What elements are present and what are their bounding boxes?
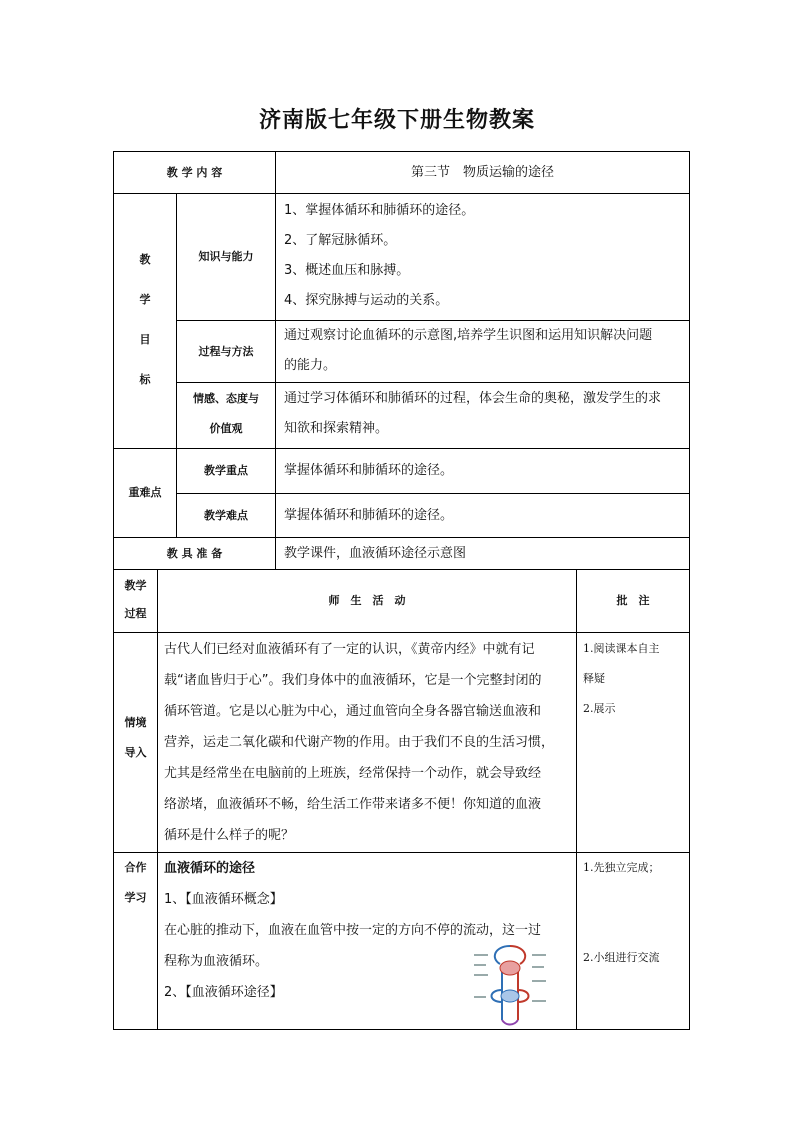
coop-subheading: 1、【血液循环概念】 [164, 892, 283, 907]
coop-heading: 血液循环的途径 [164, 861, 256, 876]
intro-label: 情境 导入 [124, 716, 147, 759]
tools-label: 教 具 准 备 [166, 546, 223, 560]
circulation-diagram-image [470, 940, 550, 1028]
coop-notes: 1.先独立完成； 2.小组进行交流 [583, 861, 660, 964]
list-item: 2、了解冠脉循环。 [284, 233, 397, 248]
activity-header: 师 生 活 动 [328, 594, 406, 607]
difficulty-value: 掌握体循环和肺循环的途径。 [284, 508, 454, 523]
tools-value: 教学课件，血液循环途径示意图 [284, 546, 467, 561]
knowledge-label: 知识与能力 [198, 250, 254, 263]
key-label: 重难点 [128, 486, 162, 499]
content-value: 第三节 物质运输的途径 [410, 164, 554, 180]
process-column-label: 教学 过程 [124, 579, 147, 620]
process-label: 过程与方法 [198, 344, 254, 358]
intro-notes: 1.阅读课本自主 释疑 2.展示 [583, 642, 660, 715]
objectives-label: 教 学 目 标 [139, 253, 151, 386]
intro-text: 古代人们已经对血液循环有了一定的认识，《黄帝内经》中就有记 载“诸血皆归于心”。我们身体中的血液循环，它是一个完整封闭的 循环管道。它是以心脏为中心，通过血管向全身各器官输送血液和 营养，运走二氧化碳和代谢产物的作用。由于我们不良的生活习惯， 尤其是经常坐在电脑前的上班族，经常保持一个动作，就会导致经 络淤堵，血液循环不畅，给生活工作带来诸多不便！你知道的血液 循环是什么样子的呢？ [164, 642, 555, 843]
key-point-value: 掌握体循环和肺循环的途径。 [284, 463, 454, 478]
notes-header: 批 注 [616, 594, 650, 607]
coop-text: 血液循环的途径 1、【血液循环概念】 在心脏的推动下，血液在血管中按一定的方向不停的流动，这一过 程称为血液循环。 2、【血液循环途径】 [158, 853, 576, 1008]
knowledge-list [276, 196, 689, 316]
key-point-label: 教学重点 [204, 464, 248, 477]
document-title: 济南版七年级下册生物教案 [258, 107, 535, 133]
difficulty-label: 教学难点 [204, 508, 248, 522]
coop-subheading: 2、【血液循环途径】 [164, 985, 283, 1000]
content-label: 教 学 内 容 [166, 165, 223, 179]
emotion-text: 通过学习体循环和肺循环的过程，体会生命的奥秘，激发学生的求 知欲和探索精神。 [284, 391, 662, 436]
process-text: 通过观察讨论血循环的示意图,培养学生识图和运用知识解决问题 的能力。 [284, 328, 653, 373]
list-item: 4、探究脉搏与运动的关系。 [284, 293, 449, 308]
list-item: 1、掌握体循环和肺循环的途径。 [284, 203, 475, 218]
coop-label: 合作 学习 [124, 861, 147, 904]
list-item: 3、概述血压和脉搏。 [284, 263, 410, 278]
emotion-label: 情感、态度与 价值观 [193, 392, 259, 435]
